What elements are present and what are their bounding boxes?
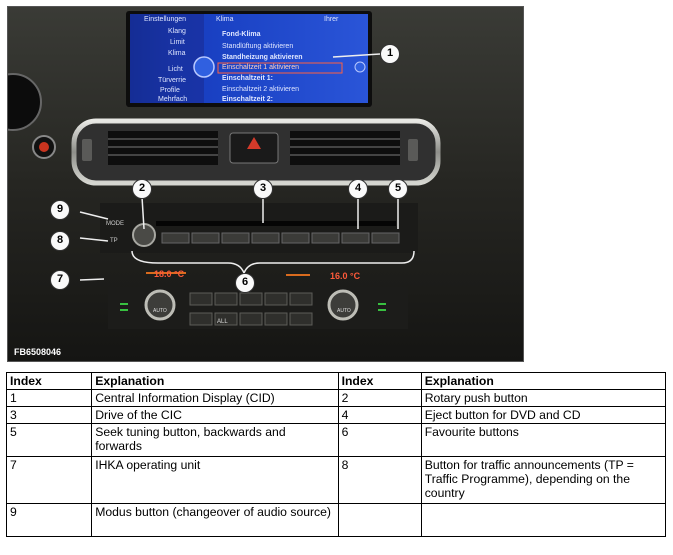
cid-menu-item: Licht [168, 66, 183, 73]
cell-explanation [421, 504, 665, 537]
ihka-button [215, 293, 237, 305]
cid-option: Einschaltzeit 2 aktivieren [222, 86, 300, 93]
cell-explanation: Rotary push button [421, 390, 665, 407]
favourite-button [282, 233, 309, 243]
cid-panel-top-right: Ihrer [324, 16, 339, 23]
cell-explanation: Drive of the CIC [92, 407, 338, 424]
vent-thumbwheel-left [82, 139, 92, 161]
favourite-button [312, 233, 339, 243]
cid-menu-item: Klang [168, 28, 186, 35]
cid-menu-item: Profile [160, 87, 180, 94]
header-explanation: Explanation [421, 373, 665, 390]
legend-table [6, 372, 666, 537]
cid-option: Einschaltzeit 2: [222, 96, 273, 103]
temp-left: 18.0 °C [154, 269, 185, 279]
cell-explanation: Eject button for DVD and CD [421, 407, 665, 424]
ihka-button [290, 313, 312, 325]
cid-option: Einschaltzeit 1 aktivieren [222, 64, 300, 71]
callout-5: 5 [388, 179, 408, 199]
cell-index: 2 [338, 390, 421, 407]
callout-2: 2 [132, 179, 152, 199]
favourite-button [372, 233, 399, 243]
cell-index: 9 [7, 504, 92, 537]
cell-index: 6 [338, 424, 421, 457]
callout-4: 4 [348, 179, 368, 199]
callout-9: 9 [50, 200, 70, 220]
cell-index: 4 [338, 407, 421, 424]
ihka-button [240, 313, 262, 325]
ihka-button [265, 293, 287, 305]
tp-button-label: TP [110, 238, 118, 244]
cid-option: Fond-Klima [222, 31, 261, 38]
cell-explanation: Button for traffic announcements (TP = Traffic Programme), depending on the country [421, 457, 665, 504]
cell-index: 7 [7, 457, 92, 504]
callout-1: 1 [380, 44, 400, 64]
temp-right: 16.0 °C [330, 271, 361, 281]
cd-slot [156, 221, 396, 226]
auto-label-left: AUTO [153, 308, 167, 314]
cid-menu-item: Klima [168, 50, 186, 57]
vent-thumbwheel-right [408, 139, 418, 161]
callout-8: 8 [50, 231, 70, 251]
callout-6: 6 [235, 273, 255, 293]
cid-panel-header: Klima [216, 16, 234, 23]
dashboard-photo [7, 6, 524, 362]
ihka-button [265, 313, 287, 325]
cell-index: 3 [7, 407, 92, 424]
cell-index: 1 [7, 390, 92, 407]
cell-explanation: Central Information Display (CID) [92, 390, 338, 407]
cid-option: Einschaltzeit 1: [222, 75, 273, 82]
ihka-button [240, 293, 262, 305]
cell-explanation: Modus button (changeover of audio source) [92, 504, 338, 537]
cid-menu-header: Einstellungen [144, 16, 187, 23]
header-index: Index [7, 373, 92, 390]
favourite-button [162, 233, 189, 243]
cell-explanation: Seek tuning button, backwards and forwards [92, 424, 338, 457]
cid-option: Standlüftung aktivieren [222, 43, 294, 50]
cid-menu-item: Türverrie [158, 77, 187, 84]
temp-knob-left [146, 291, 174, 319]
callout-7: 7 [50, 270, 70, 290]
favourite-button [192, 233, 219, 243]
cid-option: Standheizung aktivieren [222, 54, 303, 61]
ihka-button [190, 313, 212, 325]
header-explanation: Explanation [92, 373, 338, 390]
table-row [7, 424, 666, 457]
cid-menu-item: Mehrfach [158, 96, 188, 103]
image-id-label: FB6508046 [14, 347, 62, 357]
cid-controller-icon [194, 57, 214, 77]
start-button-light [39, 142, 49, 152]
cell-explanation: IHKA operating unit [92, 457, 338, 504]
table-row [7, 457, 666, 504]
all-button-label: ALL [217, 319, 228, 325]
ihka-button [190, 293, 212, 305]
favourite-button [342, 233, 369, 243]
cid-menu-item: Limit [170, 39, 185, 46]
table-header-row [7, 373, 666, 390]
favourite-button [222, 233, 249, 243]
table-row [7, 504, 666, 537]
mode-button-label: MODE [106, 221, 124, 227]
cell-index [338, 504, 421, 537]
callout-3: 3 [253, 179, 273, 199]
ihka-button [290, 293, 312, 305]
cid-scroll-icon [355, 62, 365, 72]
cell-index: 5 [7, 424, 92, 457]
favourite-button [252, 233, 279, 243]
header-index: Index [338, 373, 421, 390]
cell-index: 8 [338, 457, 421, 504]
table-row [7, 390, 666, 407]
temp-knob-right [329, 291, 357, 319]
table-row [7, 407, 666, 424]
auto-label-right: AUTO [337, 308, 351, 314]
cell-explanation: Favourite buttons [421, 424, 665, 457]
